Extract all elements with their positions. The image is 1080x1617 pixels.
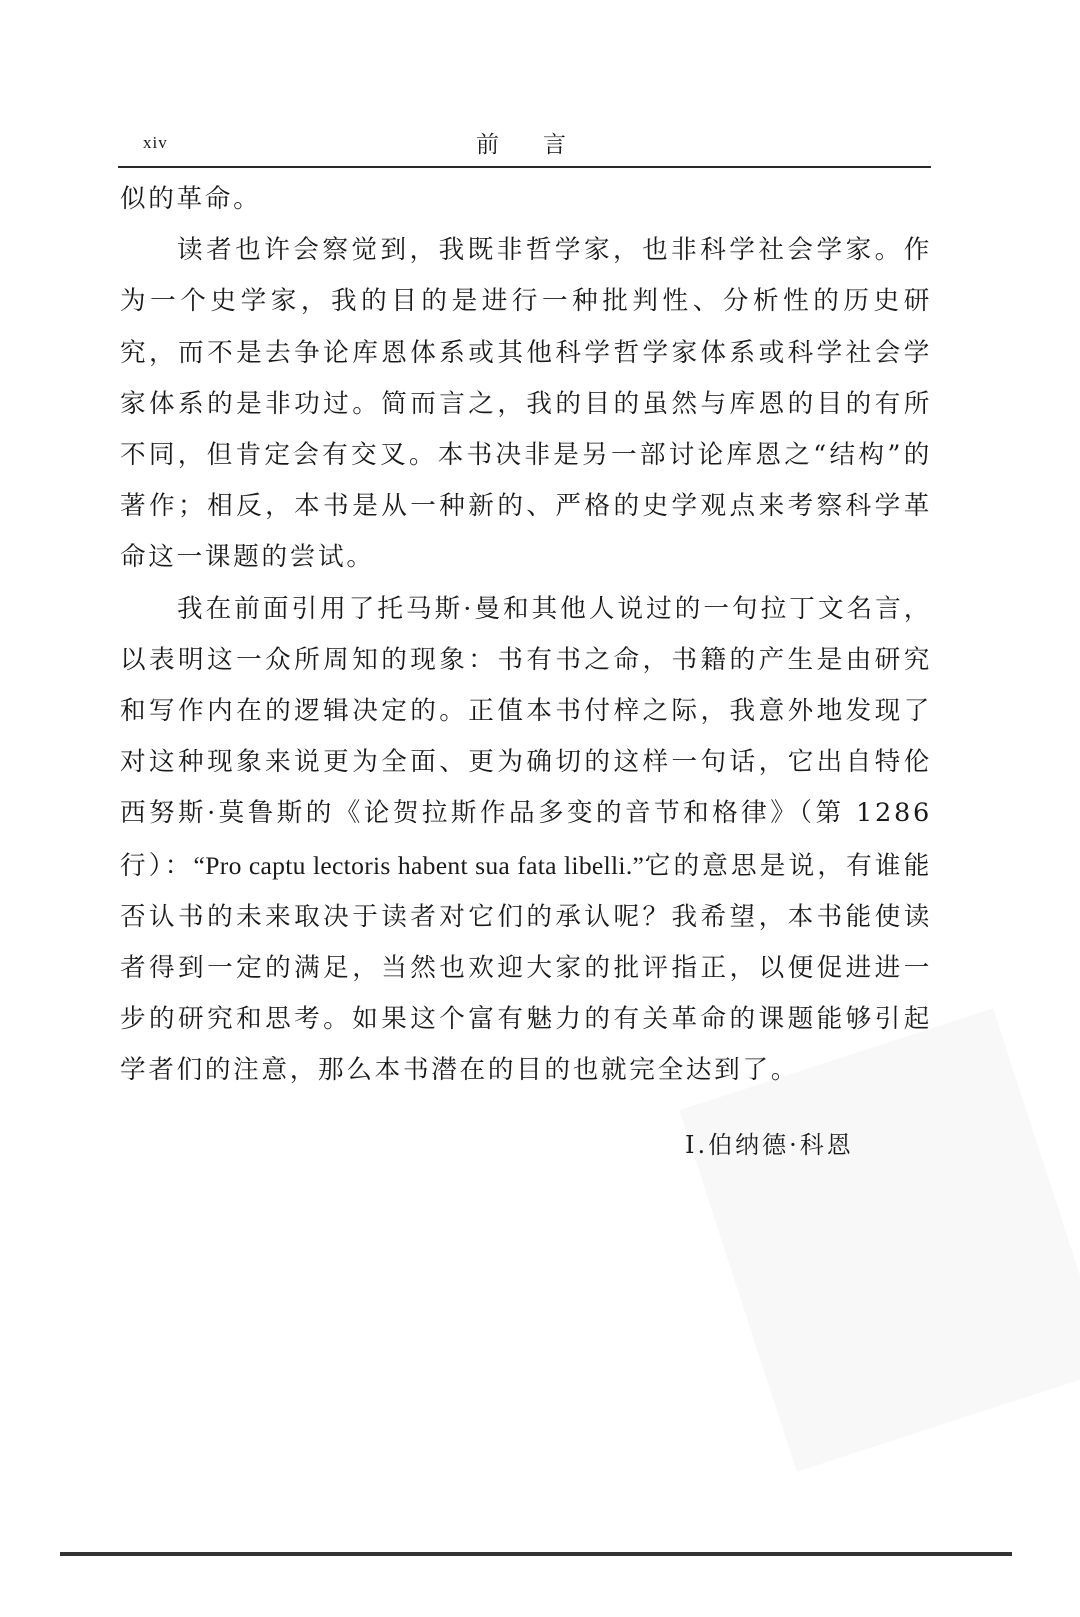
- paragraph-text-before-quote: 我在前面引用了托马斯·曼和其他人说过的一句拉丁文名言，以表明这一众所周知的现象：书有书之命，书籍的产生是由研究和写作内在的逻辑决定的。正值本书付梓之际，我意外地发现了对这种现象来说更为全面、更为确切的这样一句话，它出自特伦西努斯·莫鲁斯的《论贺拉斯作品多变的音节和格律》（第 1286 行）：: [120, 593, 932, 881]
- footer-rule: [60, 1552, 1012, 1556]
- header-rule: [118, 166, 931, 168]
- running-title: 前言: [476, 132, 610, 158]
- paragraph-continuation: 似的革命。: [120, 184, 262, 214]
- latin-quote: “Pro captu lectoris habent sua fata libelli.”: [193, 850, 645, 880]
- body-text: [120, 174, 932, 1097]
- paragraph-text-after-quote: 它的意思是说，有谁能否认书的未来取决于读者对它们的承认呢？我希望，本书能使读者得到一定的满足，当然也欢迎大家的批评指正，以便促进进一步的研究和思考。如果这个富有魅力的有关革命的课题能够引起学者们的注意，那么本书潜在的目的也就完全达到了。: [120, 850, 932, 1086]
- author-signature: I.伯纳德·科恩: [685, 1131, 854, 1159]
- page-number: xiv: [143, 133, 168, 152]
- paragraph-latin-quote: [120, 584, 932, 1097]
- paragraph-author-stance: 读者也许会察觉到，我既非哲学家，也非科学社会学家。作为一个史学家，我的目的是进行一种批判性、分析性的历史研究，而不是去争论库恩体系或其他科学哲学家体系或科学社会学家体系的是非功过。简而言之，我的目的虽然与库恩的目的有所不同，但肯定会有交叉。本书决非是另一部讨论库恩之“结构”的著作；相反，本书是从一种新的、严格的史学观点来考察科学革命这一课题的尝试。: [120, 235, 932, 573]
